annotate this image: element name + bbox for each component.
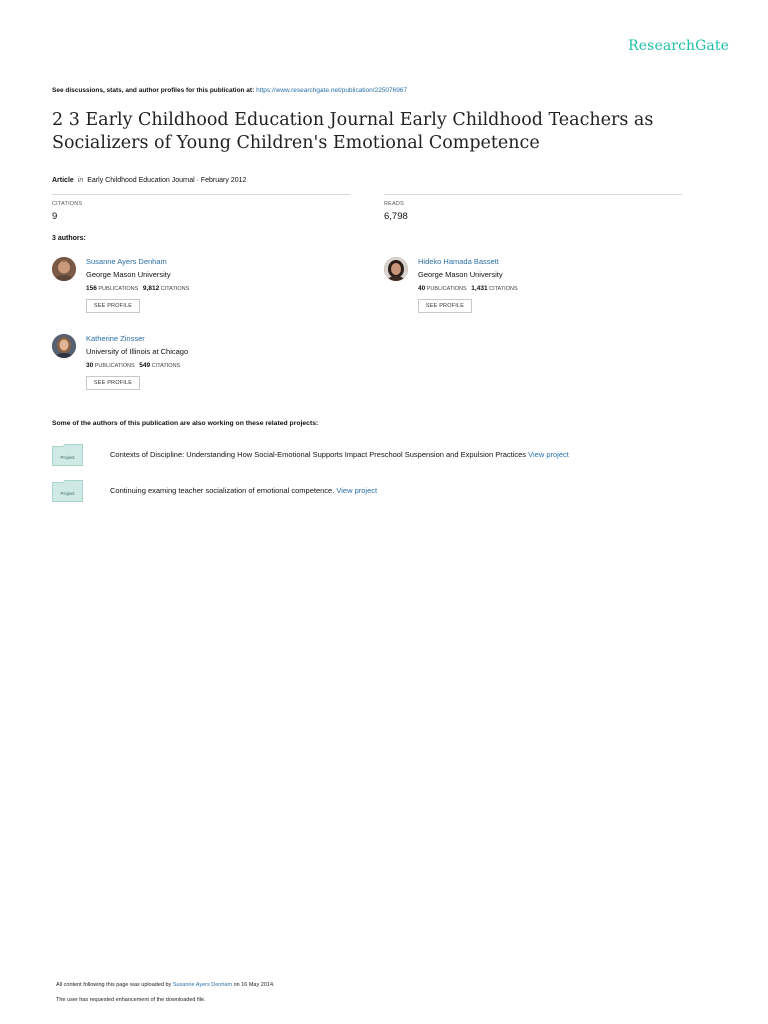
avatar[interactable] bbox=[52, 334, 76, 358]
page-title: 2 3 Early Childhood Education Journal Early Childhood Teachers as Socializers of Young Children's Emotional Competence bbox=[52, 110, 654, 153]
author-institution: University of Illinois at Chicago bbox=[86, 347, 189, 356]
avatar[interactable] bbox=[52, 257, 76, 281]
enhancement-note: The user has requested enhancement of the downloaded file. bbox=[56, 997, 206, 1003]
author-name-link[interactable]: Katherine Zinsser bbox=[86, 334, 145, 343]
researchgate-logo[interactable]: ResearchGate bbox=[628, 38, 729, 54]
citations-label: CITATIONS bbox=[151, 363, 181, 369]
avatar-photo-icon bbox=[52, 257, 76, 281]
project-folder-icon[interactable] bbox=[52, 480, 83, 502]
citations-value: 9 bbox=[52, 211, 58, 222]
see-profile-button[interactable]: SEE PROFILE bbox=[86, 376, 140, 390]
publications-label: PUBLICATIONS bbox=[426, 286, 467, 292]
see-profile-button[interactable]: SEE PROFILE bbox=[418, 299, 472, 313]
publication-meta bbox=[52, 177, 246, 184]
meta-in: in bbox=[77, 177, 84, 184]
see-discussions-line bbox=[52, 87, 407, 94]
publications-count: 40 bbox=[418, 285, 426, 292]
project-icon-label: Project bbox=[60, 455, 75, 460]
project-icon-label: Project bbox=[60, 491, 75, 496]
reads-label: READS bbox=[384, 201, 404, 207]
author-card bbox=[52, 257, 352, 327]
citations-label: CITATIONS bbox=[489, 286, 518, 292]
avatar[interactable] bbox=[384, 257, 408, 281]
avatar-photo-icon bbox=[384, 257, 408, 281]
divider-citations bbox=[52, 194, 350, 195]
avatar-photo-icon bbox=[52, 334, 76, 358]
project-title: Contexts of Discipline: Understanding How Social-Emotional Supports Impact Preschool Suspension and Expulsion Practices bbox=[110, 450, 527, 459]
authors-heading: 3 authors: bbox=[52, 235, 86, 242]
citations-count: 9,812 bbox=[142, 285, 160, 292]
author-institution: George Mason University bbox=[418, 270, 503, 279]
project-folder-icon[interactable] bbox=[52, 444, 83, 466]
author-stats bbox=[418, 285, 518, 292]
author-card bbox=[384, 257, 684, 327]
project-item bbox=[52, 444, 742, 468]
divider-reads bbox=[384, 194, 682, 195]
project-item bbox=[52, 480, 742, 504]
related-projects-heading: Some of the authors of this publication are also working on these related projects: bbox=[52, 420, 319, 427]
view-project-link[interactable]: View project bbox=[336, 486, 378, 495]
uploader-link[interactable]: Susanne Ayers Denham bbox=[172, 982, 233, 988]
view-project-link[interactable]: View project bbox=[528, 450, 569, 459]
citations-label: CITATIONS bbox=[52, 201, 83, 207]
citations-label: CITATIONS bbox=[160, 286, 190, 292]
article-type: Article bbox=[52, 177, 74, 184]
project-text bbox=[110, 450, 569, 459]
author-institution: George Mason University bbox=[86, 270, 171, 279]
publications-label: PUBLICATIONS bbox=[94, 363, 135, 369]
author-stats bbox=[86, 362, 180, 369]
citations-count: 549 bbox=[139, 362, 151, 369]
author-card bbox=[52, 334, 352, 404]
project-title: Continuing examing teacher socialization of emotional competence. bbox=[110, 486, 335, 495]
publication-url-link[interactable]: https://www.researchgate.net/publication/225076967 bbox=[256, 87, 408, 94]
reads-value: 6,798 bbox=[384, 211, 408, 222]
author-stats bbox=[86, 285, 189, 292]
publications-count: 156 bbox=[86, 285, 97, 292]
see-profile-button[interactable]: SEE PROFILE bbox=[86, 299, 140, 313]
citations-count: 1,431 bbox=[471, 285, 488, 292]
upload-suffix: on 16 May 2014. bbox=[233, 982, 275, 988]
author-name-link[interactable]: Hideko Hamada Bassett bbox=[418, 257, 499, 266]
author-name-link[interactable]: Susanne Ayers Denham bbox=[86, 257, 167, 266]
upload-prefix: All content following this page was uploaded by bbox=[56, 982, 172, 988]
publications-count: 30 bbox=[86, 362, 94, 369]
journal-info: Early Childhood Education Journal · February 2012 bbox=[87, 177, 247, 184]
publications-label: PUBLICATIONS bbox=[98, 286, 139, 292]
project-text bbox=[110, 486, 377, 495]
see-discussions-text: See discussions, stats, and author profiles for this publication at: bbox=[52, 87, 255, 94]
upload-note bbox=[56, 982, 275, 988]
